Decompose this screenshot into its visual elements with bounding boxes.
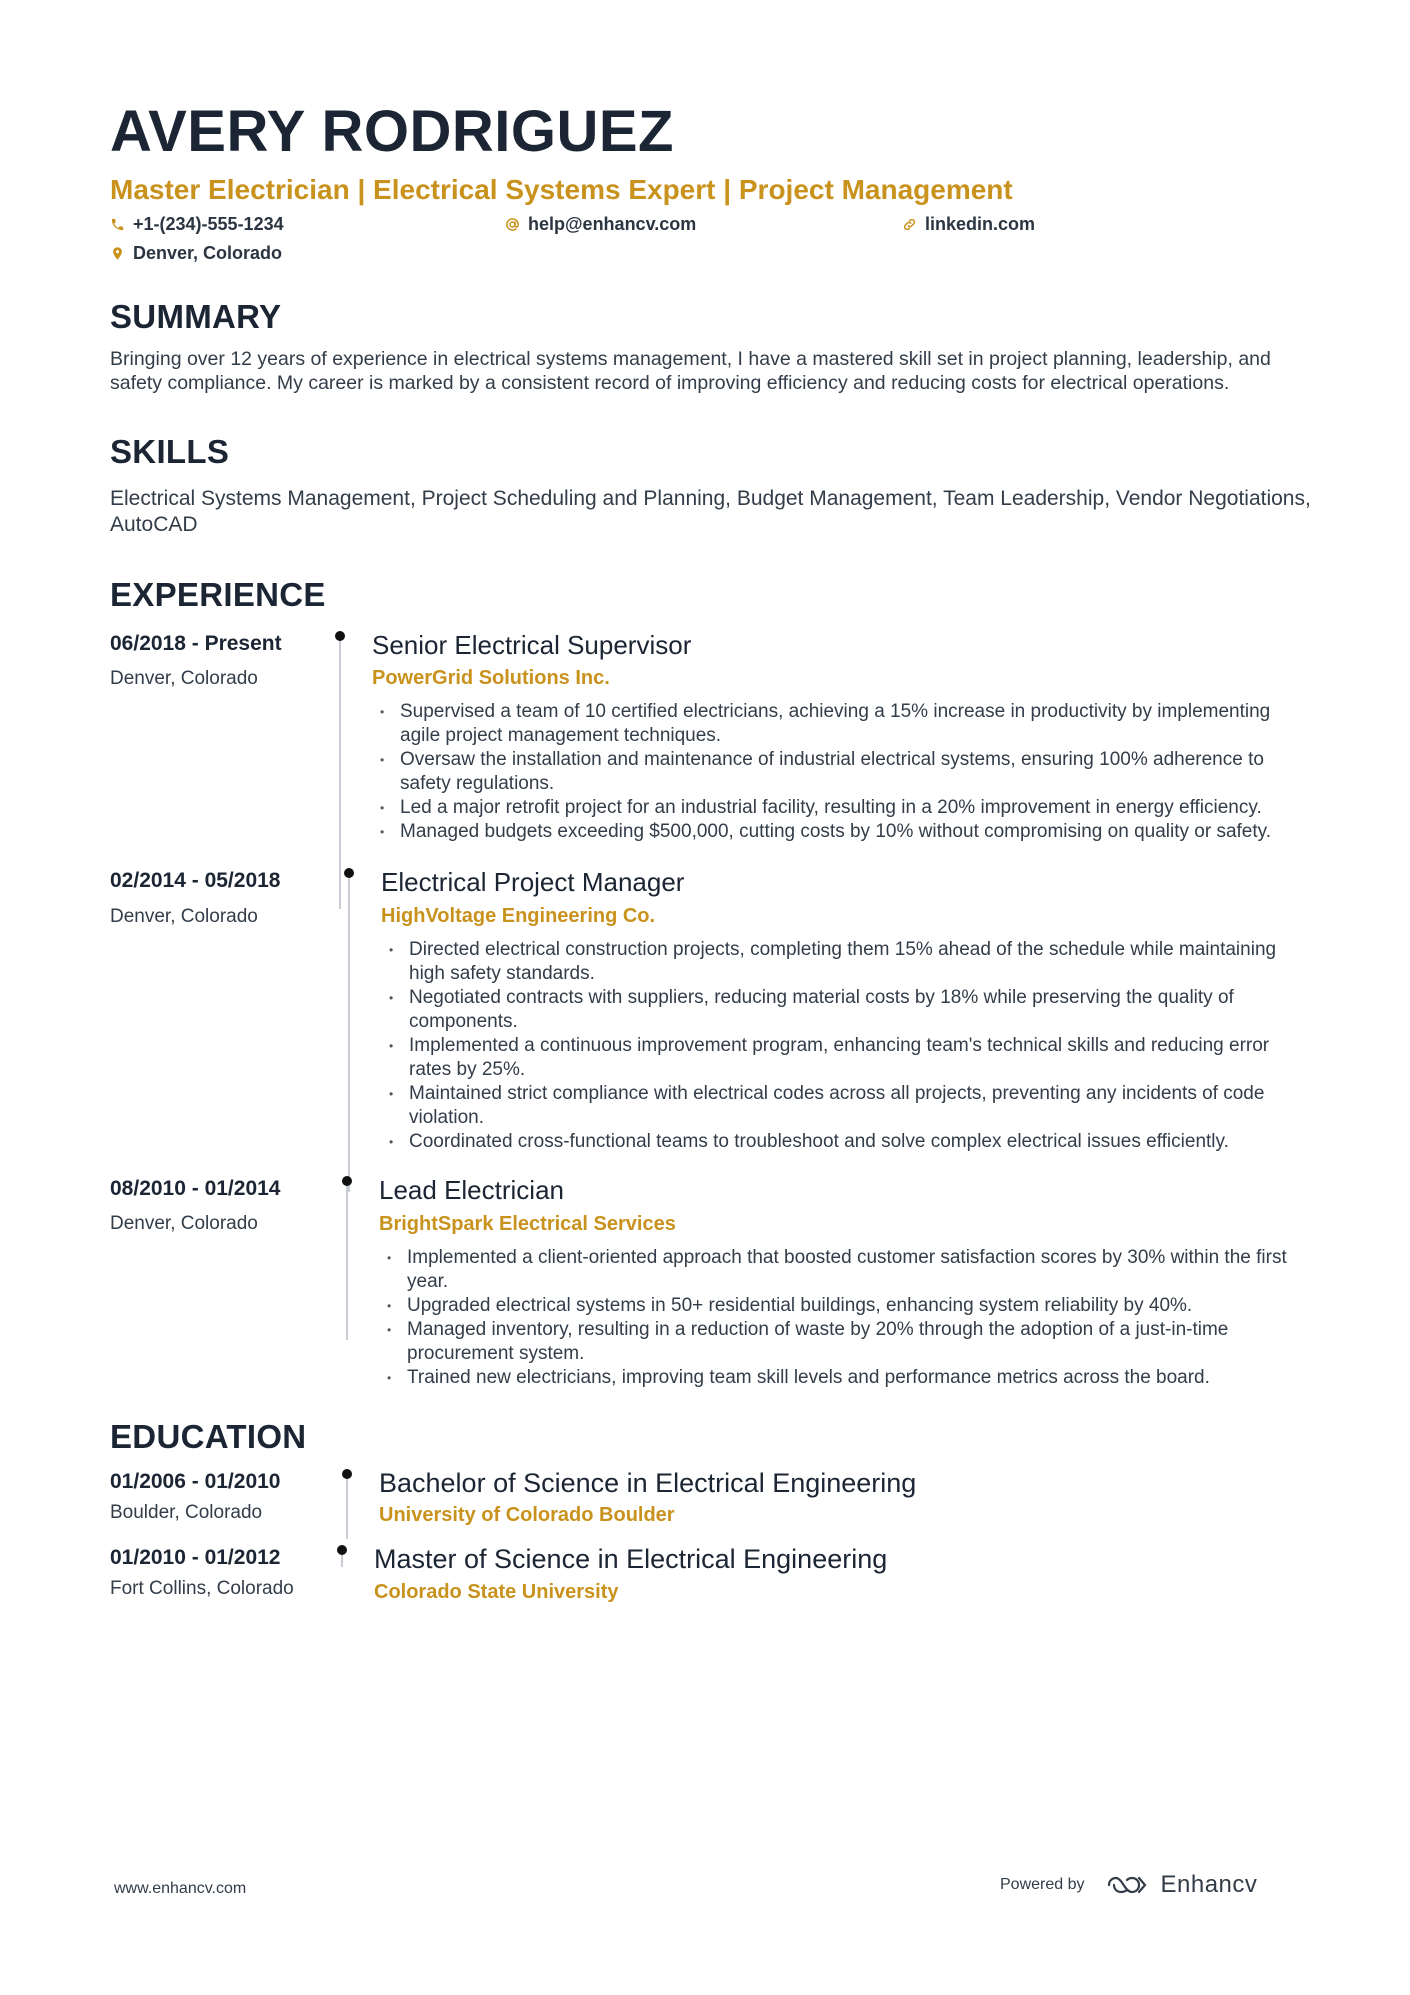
degree-title: Master of Science in Electrical Engineering: [374, 1544, 888, 1575]
achievement-item: • Trained new electricians, improving team skill levels and performance metrics across the board.: [379, 1366, 1315, 1390]
entry-dates: 06/2018 - Present: [110, 631, 282, 655]
job-title: Electrical Project Manager: [381, 867, 685, 898]
entry-meta: [110, 1545, 340, 1604]
entry-dates: 01/2010 - 01/2012: [110, 1546, 281, 1570]
achievement-item: • Led a major retrofit project for an industrial facility, resulting in a 20% improvement in energy efficiency.: [372, 796, 1315, 820]
school-name: Colorado State University: [374, 1580, 619, 1603]
school-name: University of Colorado Boulder: [379, 1504, 675, 1527]
entry-location: Denver, Colorado: [110, 667, 258, 689]
experience-heading: EXPERIENCE: [110, 575, 326, 613]
location-pin-icon: [110, 246, 125, 261]
experience-entry: [110, 868, 1315, 1154]
contact-location: [110, 243, 1315, 264]
email-link[interactable]: help@enhancv.com: [528, 213, 697, 234]
degree-title: Bachelor of Science in Electrical Engineering: [379, 1467, 917, 1498]
summary-heading: SUMMARY: [110, 297, 282, 335]
infinity-icon: [1105, 1873, 1149, 1897]
entry-body: [340, 868, 1315, 1154]
contact-website[interactable]: [902, 214, 1035, 235]
achievement-item: • Managed budgets exceeding $500,000, cutting costs by 10% without compromising on quality or safety.: [372, 820, 1315, 844]
timeline-line: [346, 1473, 348, 1539]
at-icon: [505, 217, 520, 232]
experience-entry: [110, 1176, 1315, 1390]
brand-name: Enhancv: [1160, 1871, 1258, 1898]
location-text: Denver, Colorado: [133, 242, 283, 263]
entry-dates: 08/2010 - 01/2014: [110, 1176, 281, 1200]
timeline-line: [348, 872, 350, 1192]
achievement-list: [379, 1246, 1315, 1390]
experience-entry: [110, 631, 1315, 845]
achievement-item: • Oversaw the installation and maintenance of industrial electrical systems, ensuring 100% adherence to safety regulations.: [372, 748, 1315, 796]
education-entry: [110, 1545, 1315, 1604]
contact-row: [110, 214, 1315, 235]
contact-email[interactable]: [505, 214, 902, 235]
achievement-item: • Coordinated cross-functional teams to troubleshoot and solve complex electrical issues efficiently.: [381, 1130, 1315, 1154]
phone-icon: [110, 217, 125, 232]
entry-meta: [110, 631, 340, 845]
company-name: HighVoltage Engineering Co.: [381, 904, 656, 927]
candidate-headline: Master Electrician | Electrical Systems Expert | Project Management: [110, 174, 1013, 205]
footer-website[interactable]: www.enhancv.com: [114, 1880, 247, 1897]
timeline-line: [346, 1180, 348, 1340]
website-link[interactable]: linkedin.com: [925, 213, 1036, 234]
company-name: BrightSpark Electrical Services: [379, 1212, 676, 1235]
achievement-item: • Maintained strict compliance with electrical codes across all projects, preventing any incidents of code violation.: [381, 1082, 1315, 1130]
achievement-item: • Directed electrical construction projects, completing them 15% ahead of the schedule while maintaining high safety standards.: [381, 938, 1315, 986]
link-icon: [902, 217, 917, 232]
timeline-dot: [335, 631, 345, 641]
education-entry: [110, 1469, 1315, 1528]
timeline-dot: [342, 1176, 352, 1186]
achievement-item: • Implemented a client-oriented approach that boosted customer satisfaction scores by 30% within the first year.: [379, 1246, 1315, 1294]
achievement-list: [381, 938, 1315, 1154]
achievement-item: • Supervised a team of 10 certified electricians, achieving a 15% increase in productivity by implementing agile project management techniques.: [372, 700, 1315, 748]
company-name: PowerGrid Solutions Inc.: [372, 667, 610, 690]
achievement-item: • Negotiated contracts with suppliers, reducing material costs by 18% while preserving the quality of components.: [381, 986, 1315, 1034]
phone-text: +1-(234)-555-1234: [133, 213, 284, 234]
resume-content: [110, 95, 1315, 1604]
skills-text: Electrical Systems Management, Project Scheduling and Planning, Budget Management, Team Leadership, Vendor Negotiations, AutoCAD: [110, 486, 1311, 536]
brand-logo: [1105, 1871, 1258, 1899]
entry-dates: 01/2006 - 01/2010: [110, 1469, 281, 1493]
entry-meta: [110, 868, 340, 1154]
entry-location: Fort Collins, Colorado: [110, 1578, 294, 1600]
timeline-dot: [342, 1469, 352, 1479]
entry-meta: [110, 1176, 340, 1390]
powered-by-label: Powered by: [1000, 1876, 1085, 1893]
entry-body: [340, 1545, 1315, 1604]
entry-body: [340, 631, 1315, 845]
achievement-list: [372, 700, 1315, 844]
entry-location: Boulder, Colorado: [110, 1501, 263, 1523]
achievement-item: • Implemented a continuous improvement program, enhancing team's technical skills and reducing error rates by 25%.: [381, 1034, 1315, 1082]
education-heading: EDUCATION: [110, 1417, 307, 1455]
candidate-name: AVERY RODRIGUEZ: [110, 99, 674, 164]
achievement-item: • Managed inventory, resulting in a reduction of waste by 20% through the adoption of a just-in-time procurement system.: [379, 1318, 1315, 1366]
job-title: Senior Electrical Supervisor: [372, 629, 692, 660]
job-title: Lead Electrician: [379, 1174, 564, 1205]
entry-body: [340, 1469, 1315, 1528]
skills-heading: SKILLS: [110, 432, 230, 470]
summary-text: Bringing over 12 years of experience in electrical systems management, I have a mastered skill set in project planning, leadership, and safety compliance. My career is marked by a consistent record of improving efficiency and reducing costs for electrical operations.: [110, 347, 1271, 394]
contact-phone: [110, 214, 505, 235]
achievement-item: • Upgraded electrical systems in 50+ residential buildings, enhancing system reliability by 40%.: [379, 1294, 1315, 1318]
entry-location: Denver, Colorado: [110, 1213, 258, 1235]
footer-branding: [1000, 1871, 1257, 1899]
entry-dates: 02/2014 - 05/2018: [110, 869, 281, 893]
entry-body: [340, 1176, 1315, 1390]
entry-meta: [110, 1469, 340, 1528]
entry-location: Denver, Colorado: [110, 905, 258, 927]
